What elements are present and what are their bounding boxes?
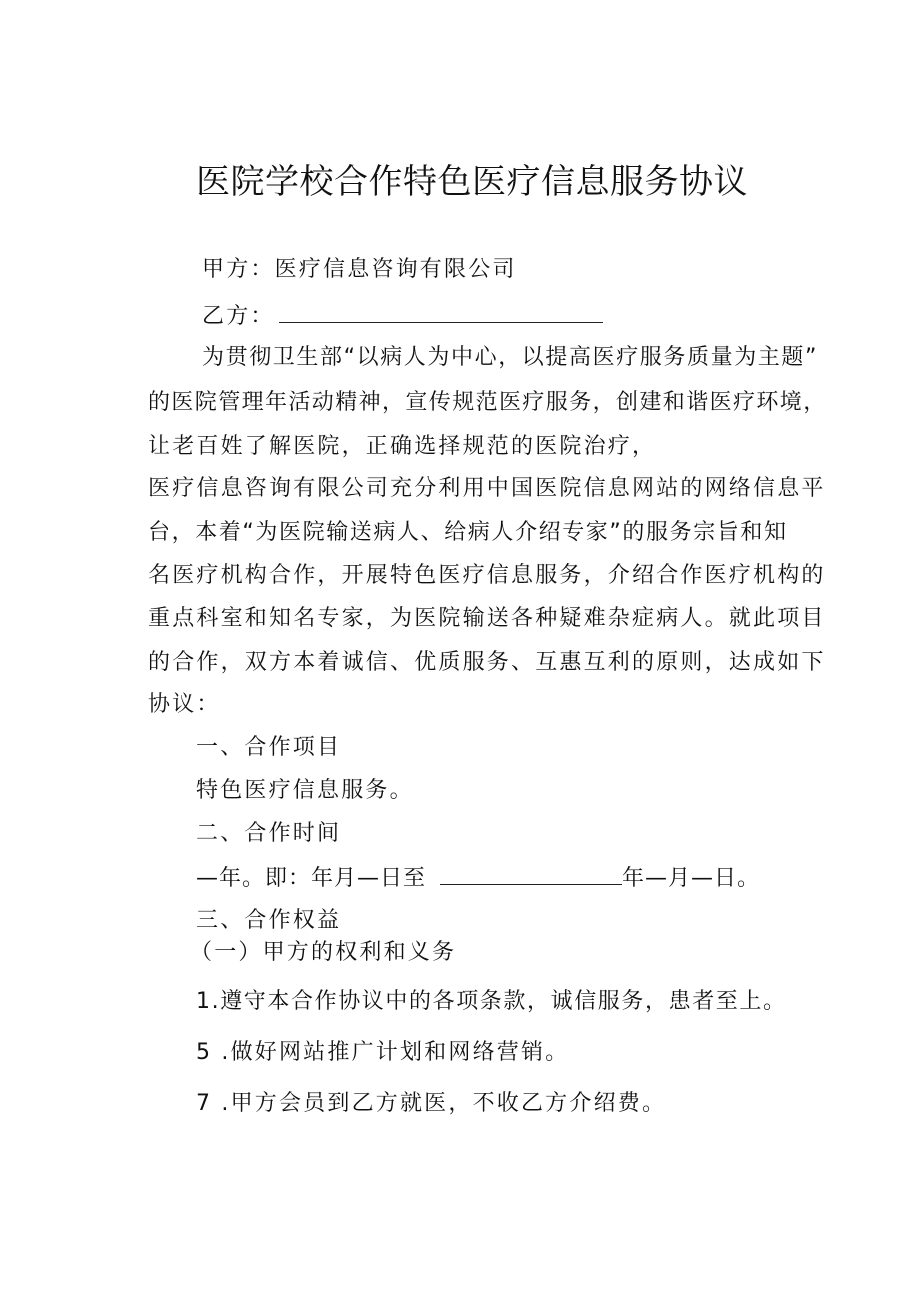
section-2-heading: 二、合作时间 bbox=[196, 821, 342, 846]
term-suffix: 年—月—日。 bbox=[622, 866, 761, 891]
party-b-line bbox=[202, 300, 603, 332]
section-1-heading: 一、合作项目 bbox=[196, 735, 342, 760]
intro-line-8: 的合作，双方本着诚信、优质服务、互惠互利的原则，达成如下 bbox=[148, 650, 826, 675]
intro-line-3: 让老百姓了解医院，正确选择规范的医院治疗， bbox=[148, 434, 657, 459]
term-prefix: —年。即：年月—日至 bbox=[196, 866, 427, 891]
section-1-body: 特色医疗信息服务。 bbox=[196, 778, 414, 803]
intro-line-4: 医疗信息咨询有限公司充分利用中国医院信息网站的网络信息平 bbox=[148, 476, 826, 501]
list-item: 7 .甲方会员到乙方就医，不收乙方介绍费。 bbox=[196, 1091, 667, 1116]
intro-line-2: 的医院管理年活动精神，宣传规范医疗服务，创建和谐医疗环境， bbox=[148, 390, 827, 415]
party-b-blank bbox=[279, 300, 603, 323]
list-item: 1.遵守本合作协议中的各项条款，诚信服务，患者至上。 bbox=[196, 989, 787, 1014]
intro-line-1: 为贯彻卫生部“以病人为中心，以提高医疗服务质量为主题” bbox=[202, 345, 818, 370]
section-2-body bbox=[196, 862, 760, 894]
party-b-label: 乙方： bbox=[202, 304, 275, 329]
party-a-line bbox=[202, 255, 517, 285]
page-title: 医院学校合作特色医疗信息服务协议 bbox=[196, 162, 748, 202]
party-a-value: 医疗信息咨询有限公司 bbox=[274, 257, 517, 282]
intro-line-5: 台，本着“为医院输送病人、给病人介绍专家”的服务宗旨和知 bbox=[148, 520, 788, 545]
term-blank bbox=[440, 862, 622, 885]
intro-line-6: 名医疗机构合作，开展特色医疗信息服务，介绍合作医疗机构的 bbox=[148, 563, 826, 588]
list-item: 5 .做好网站推广计划和网络营销。 bbox=[196, 1040, 570, 1065]
section-3-heading: 三、合作权益 bbox=[196, 908, 342, 933]
section-3-subheading: （一）甲方的权利和义务 bbox=[190, 940, 457, 965]
party-a-label: 甲方： bbox=[202, 257, 275, 282]
intro-line-9: 协议： bbox=[148, 692, 221, 717]
intro-line-7: 重点科室和知名专家，为医院输送各种疑难杂症病人。就此项目 bbox=[148, 606, 826, 631]
